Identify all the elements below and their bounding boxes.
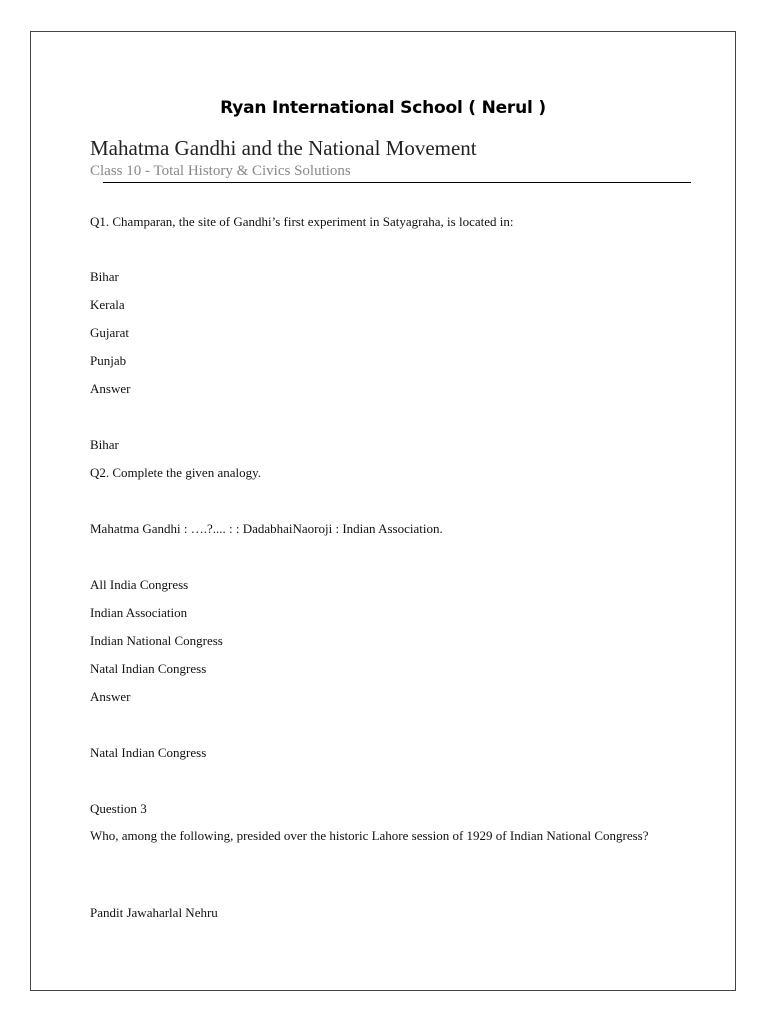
q3-heading: Question 3 — [90, 801, 147, 816]
q2-option-3: Indian National Congress — [90, 633, 223, 648]
school-name: Ryan International School ( Nerul ) — [220, 98, 546, 118]
q1-answer: Bihar — [90, 437, 119, 452]
q2-analogy: Mahatma Gandhi : ….?.... : : DadabhaiNaoroji : Indian Association. — [90, 521, 443, 536]
q2-option-1: All India Congress — [90, 577, 189, 592]
q3-answer: Pandit Jawaharlal Nehru — [90, 905, 218, 920]
q1-option-4: Punjab — [90, 353, 127, 368]
q1-answer-label: Answer — [90, 381, 131, 396]
q1-question: Q1. Champaran, the site of Gandhi’s first experiment in Satyagraha, is located in: — [90, 214, 514, 229]
q2-question: Q2. Complete the given analogy. — [90, 465, 262, 480]
q2-option-4: Natal Indian Congress — [90, 661, 207, 676]
q1-option-1: Bihar — [90, 269, 119, 284]
q2-answer-label: Answer — [90, 689, 131, 704]
document-title: Mahatma Gandhi and the National Movement — [90, 136, 477, 160]
q1-option-2: Kerala — [90, 297, 125, 312]
q1-option-3: Gujarat — [90, 325, 129, 340]
q3-question: Who, among the following, presided over the historic Lahore session of 1929 of Indian National Congress? — [90, 828, 649, 843]
document-page — [30, 31, 736, 991]
title-underline — [103, 182, 691, 183]
q2-option-2: Indian Association — [90, 605, 188, 620]
document-subtitle: Class 10 - Total History & Civics Solutions — [90, 163, 351, 179]
q2-answer: Natal Indian Congress — [90, 745, 207, 760]
